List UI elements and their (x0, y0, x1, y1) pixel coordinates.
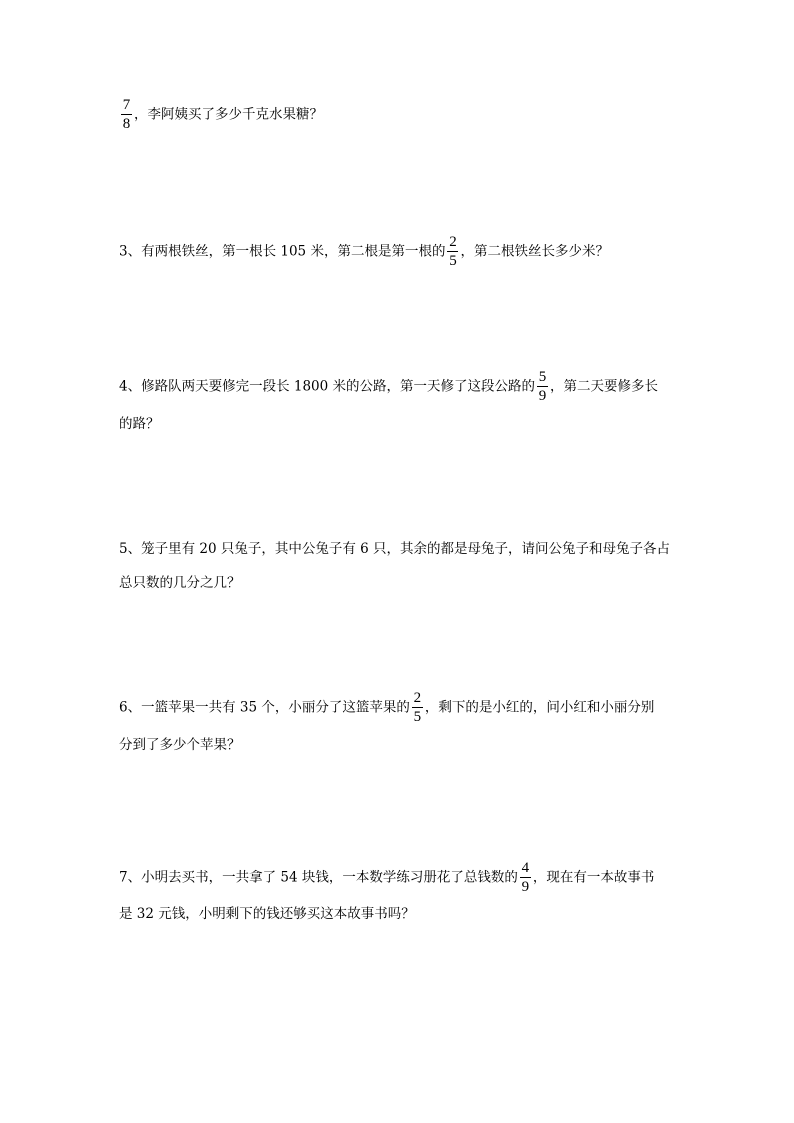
fraction-denominator: 8 (122, 116, 131, 132)
fraction (447, 234, 458, 269)
fraction (412, 690, 423, 725)
question-2-continuation (119, 97, 323, 132)
question-text: ，第二天要修多长 (550, 378, 659, 395)
fraction-numerator: 5 (538, 369, 547, 385)
fraction (121, 97, 132, 132)
question-7 (119, 860, 654, 895)
fraction-denominator: 9 (538, 388, 547, 404)
fraction-denominator: 5 (413, 709, 422, 725)
fraction-bar (412, 707, 423, 708)
question-6-line-2: 分到了多少个苹果？ (119, 737, 241, 753)
fraction-numerator: 7 (122, 97, 131, 113)
question-6 (119, 690, 654, 725)
fraction-denominator: 9 (521, 879, 530, 895)
fraction-bar (537, 386, 548, 387)
question-text: 6、一篮苹果一共有 35 个，小丽分了这篮苹果的 (119, 699, 410, 716)
question-4-line-2: 的路？ (119, 416, 160, 432)
question-5-line-2: 总只数的几分之几？ (119, 575, 241, 591)
fraction (537, 369, 548, 404)
question-5: 5、笼子里有 20 只兔子，其中公兔子有 6 只，其余的都是母兔子，请问公兔子和母兔子各占 (119, 541, 671, 557)
fraction-bar (520, 877, 531, 878)
fraction (520, 860, 531, 895)
question-text: ，剩下的是小红的，问小红和小丽分别 (424, 699, 655, 716)
fraction-bar (447, 251, 458, 252)
question-7-line-2: 是 32 元钱，小明剩下的钱还够买这本故事书吗？ (119, 906, 415, 922)
question-text: 4、修路队两天要修完一段长 1800 米的公路，第一天修了这段公路的 (119, 378, 536, 395)
question-text: ，现在有一本故事书 (532, 869, 655, 886)
question-text: 7、小明去买书，一共拿了 54 块钱，一本数学练习册花了总钱数的 (119, 869, 518, 886)
fraction-numerator: 2 (413, 690, 422, 706)
question-text: 3、有两根铁丝，第一根长 105 米，第二根是第一根的 (119, 243, 446, 260)
fraction-denominator: 5 (449, 253, 457, 269)
question-text: ，李阿姨买了多少千克水果糖？ (134, 106, 323, 123)
question-3 (119, 234, 609, 269)
fraction-bar (121, 114, 132, 115)
question-4 (119, 369, 658, 404)
question-text: ，第二根铁丝长多少米？ (460, 243, 609, 260)
fraction-numerator: 4 (521, 860, 530, 876)
fraction-numerator: 2 (449, 234, 457, 250)
